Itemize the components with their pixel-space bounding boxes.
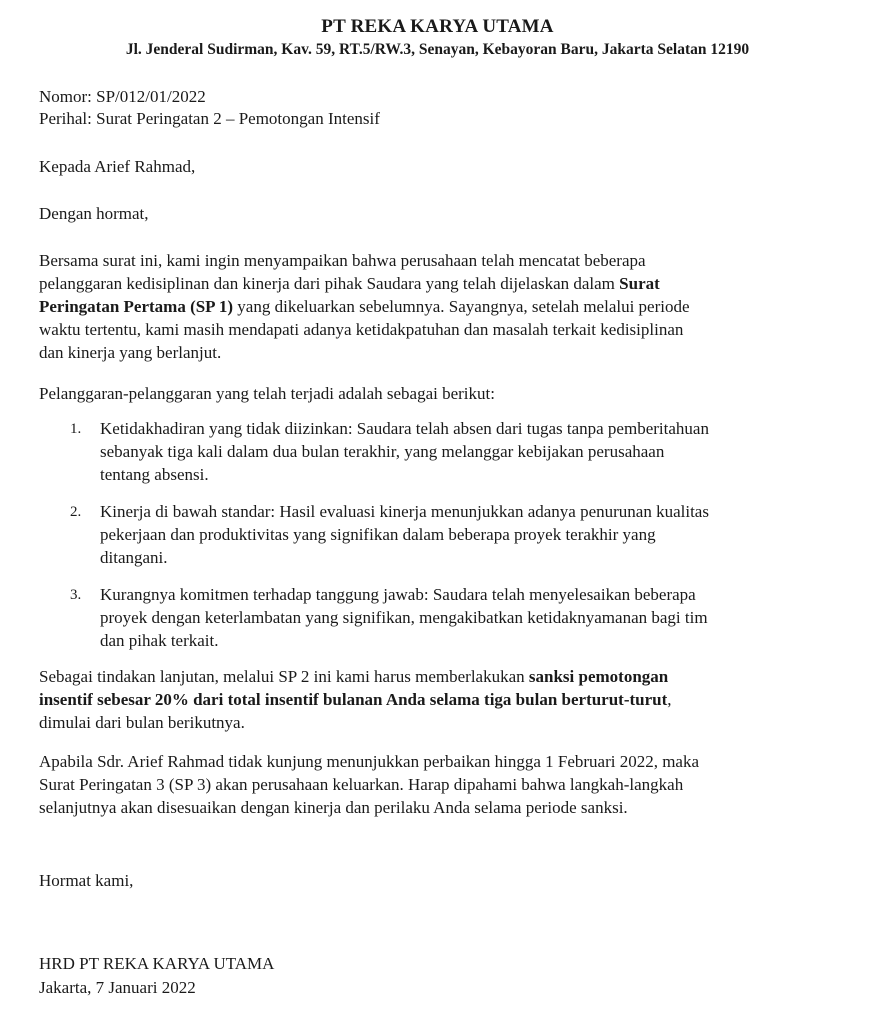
closing-line: Hormat kami, [39,871,134,890]
list-number: 1. [70,421,82,437]
signature-place-date: Jakarta, 7 Januari 2022 [39,978,196,997]
violations-intro: Pelanggaran-pelanggaran yang telah terjadi adalah sebagai berikut: [39,384,495,403]
text-run: , [667,690,672,709]
paragraph-line [39,296,690,318]
paragraph-line: dimulai dari bulan berikutnya. [39,713,245,732]
letter-number: Nomor: SP/012/01/2022 [39,87,206,106]
list-item-line: proyek dengan keterlambatan yang signifikan, mengakibatkan ketidaknyamanan bagi tim [100,608,708,627]
list-number: 2. [70,504,82,520]
bold-text-run: insentif sebesar 20% dari total insentif bulanan Anda selama tiga bulan berturut-turut [39,690,668,709]
list-item-line: tentang absensi. [100,465,209,484]
recipient-line: Kepada Arief Rahmad, [39,157,196,176]
list-item-line: Kinerja di bawah standar: Hasil evaluasi kinerja menunjukkan adanya penurunan kualitas [100,502,709,521]
text-run: yang dikeluarkan sebelumnya. Sayangnya, setelah melalui periode [233,297,690,316]
bold-text-run: sanksi pemotongan [528,667,669,686]
paragraph-line: Apabila Sdr. Arief Rahmad tidak kunjung menunjukkan perbaikan hingga 1 Februari 2022, maka [39,752,700,771]
paragraph-line: dan kinerja yang berlanjut. [39,343,222,362]
list-item-line: dan pihak terkait. [100,631,219,650]
letter-subject: Perihal: Surat Peringatan 2 – Pemotongan Intensif [39,109,380,128]
company-name: PT REKA KARYA UTAMA [321,16,554,37]
signature-name: HRD PT REKA KARYA UTAMA [39,954,275,973]
company-address: Jl. Jenderal Sudirman, Kav. 59, RT.5/RW.3, Senayan, Kebayoran Baru, Jakarta Selatan 12190 [125,41,750,58]
paragraph-line: selanjutnya akan disesuaikan dengan kinerja dan perilaku Anda selama periode sanksi. [39,798,628,817]
paragraph-line: Surat Peringatan 3 (SP 3) akan perusahaan keluarkan. Harap dipahami bahwa langkah-langkah [39,775,684,794]
list-item-line: Ketidakhadiran yang tidak diizinkan: Saudara telah absen dari tugas tanpa pemberitahuan [100,419,709,438]
text-run: Sebagai tindakan lanjutan, melalui SP 2 ini kami harus memberlakukan [39,667,529,686]
paragraph-line: Bersama surat ini, kami ingin menyampaikan bahwa perusahaan telah mencatat beberapa [39,251,646,270]
list-number: 3. [70,587,82,603]
bold-text-run: Surat [619,274,660,293]
greeting-line: Dengan hormat, [39,204,149,223]
paragraph-line [39,689,672,711]
paragraph-line [39,666,668,688]
list-item-line: pekerjaan dan produktivitas yang signifikan dalam beberapa proyek terakhir yang [100,525,656,544]
paragraph-line [39,273,660,295]
paragraph-line: waktu tertentu, kami masih mendapati adanya ketidakpatuhan dan masalah terkait kedisiplinan [39,320,684,339]
bold-text-run: Peringatan Pertama (SP 1) [39,297,234,316]
list-item-line: Kurangnya komitmen terhadap tanggung jawab: Saudara telah menyelesaikan beberapa [100,585,696,604]
text-run: pelanggaran kedisiplinan dan kinerja dari pihak Saudara yang telah dijelaskan dalam [39,274,620,293]
list-item-line: sebanyak tiga kali dalam dua bulan terakhir, yang melanggar kebijakan perusahaan [100,442,665,461]
list-item-line: ditangani. [100,548,168,567]
